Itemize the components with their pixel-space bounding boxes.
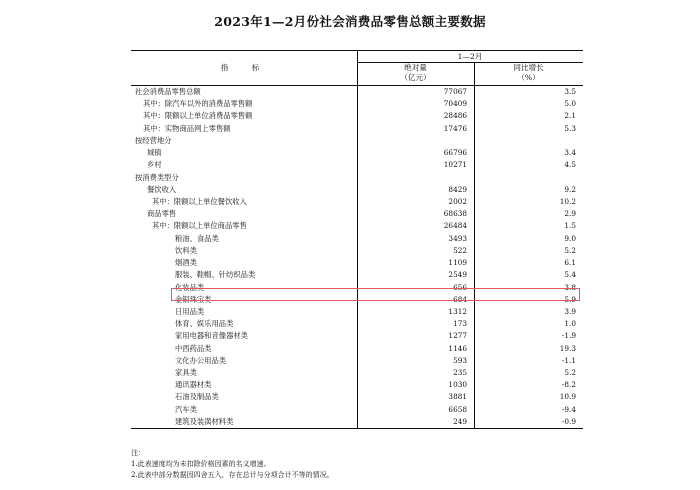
row-label: 城镇 xyxy=(147,148,162,158)
row-label: 化妆品类 xyxy=(175,282,205,292)
row-growth-rate: 1.0 xyxy=(564,319,576,329)
table-row xyxy=(131,184,583,196)
row-label: 烟酒类 xyxy=(175,258,197,268)
row-growth-rate: 5.3 xyxy=(564,123,576,133)
row-label: 其中：除汽车以外的消费品零售额 xyxy=(143,99,253,109)
page-title: 2023年1—2月份社会消费品零售总额主要数据 xyxy=(214,14,486,29)
indicator-header: 指 标 xyxy=(220,63,268,72)
row-absolute-value: 2549 xyxy=(448,270,467,280)
row-label: 餐饮收入 xyxy=(147,184,177,194)
row-absolute-value: 3881 xyxy=(448,392,467,402)
table-row xyxy=(131,159,583,171)
row-growth-rate: 10.9 xyxy=(559,392,576,402)
row-absolute-value: 26484 xyxy=(443,221,467,231)
table-row xyxy=(131,233,583,245)
table-row xyxy=(131,86,583,98)
row-growth-rate: 3.5 xyxy=(564,87,576,96)
notes-heading: 注： xyxy=(131,449,145,457)
row-absolute-value: 28486 xyxy=(443,111,467,121)
row-label: 乡村 xyxy=(147,160,162,170)
table-body xyxy=(131,86,583,428)
row-label: 按经营地分 xyxy=(135,135,172,145)
row-growth-rate: 5.2 xyxy=(564,245,576,255)
table-row xyxy=(131,318,583,330)
row-growth-rate: 5.4 xyxy=(564,270,576,280)
table-row xyxy=(131,196,583,208)
table-row xyxy=(131,172,583,184)
row-growth-rate: -9.4 xyxy=(561,404,576,414)
row-absolute-value: 10271 xyxy=(443,160,467,170)
row-growth-rate: 2.9 xyxy=(564,209,576,219)
retail-sales-table xyxy=(131,50,583,429)
row-growth-rate: 10.2 xyxy=(559,196,576,206)
row-label: 其中：限额以上单位餐饮收入 xyxy=(152,196,247,206)
row-growth-rate: -0.9 xyxy=(561,416,576,426)
row-label: 商品零售 xyxy=(147,209,177,219)
row-growth-rate: -1.9 xyxy=(561,331,576,341)
row-growth-rate: 3.8 xyxy=(564,282,576,292)
absolute-value-header: 绝对量 （亿元） xyxy=(400,63,431,82)
row-absolute-value: 522 xyxy=(453,245,467,255)
row-label: 通讯器材类 xyxy=(175,380,212,390)
row-growth-rate: -1.1 xyxy=(561,355,576,365)
table-row xyxy=(131,245,583,257)
row-label: 其中：限额以上单位商品零售 xyxy=(152,221,247,231)
row-absolute-value: 1030 xyxy=(448,380,467,390)
table-notes xyxy=(131,448,334,481)
row-label: 粮油、食品类 xyxy=(175,233,219,243)
highlight-box-cosmetics xyxy=(171,288,580,301)
table-row xyxy=(131,391,583,403)
row-growth-rate: 6.1 xyxy=(564,258,576,268)
row-label: 建筑及装潢材料类 xyxy=(175,416,234,426)
row-label: 社会消费品零售总额 xyxy=(135,87,201,96)
table-row xyxy=(131,110,583,122)
row-absolute-value: 6658 xyxy=(448,404,467,414)
row-growth-rate: 19.3 xyxy=(559,343,576,353)
row-growth-rate: 1.5 xyxy=(564,221,576,231)
row-growth-rate: 5.0 xyxy=(564,99,576,109)
row-growth-rate: 5.2 xyxy=(564,368,576,378)
row-label: 饮料类 xyxy=(175,245,197,255)
row-growth-rate: 3.4 xyxy=(564,148,576,158)
row-label: 家具类 xyxy=(175,368,197,378)
row-absolute-value: 1146 xyxy=(448,343,467,353)
row-growth-rate: 3.9 xyxy=(564,306,576,316)
table-row xyxy=(131,379,583,391)
row-absolute-value: 68638 xyxy=(443,209,467,219)
table-row xyxy=(131,135,583,147)
row-label: 家用电器和音像器材类 xyxy=(175,331,248,341)
row-growth-rate: 9.0 xyxy=(564,233,576,243)
row-absolute-value: 684 xyxy=(453,294,467,304)
row-growth-rate: 2.1 xyxy=(564,111,576,121)
table-row xyxy=(131,257,583,269)
row-growth-rate: 4.5 xyxy=(564,160,576,170)
row-absolute-value: 173 xyxy=(453,319,467,329)
table-row xyxy=(131,306,583,318)
row-absolute-value: 3493 xyxy=(448,233,467,243)
row-absolute-value: 593 xyxy=(453,355,467,365)
row-growth-rate: 5.9 xyxy=(564,294,576,304)
row-absolute-value: 2002 xyxy=(448,196,467,206)
note-1: 1.此表速度均为未扣除价格因素的名义增速。 xyxy=(131,460,271,468)
row-absolute-value: 1277 xyxy=(448,331,467,341)
row-label: 体育、娱乐用品类 xyxy=(175,319,234,329)
note-2: 2.此表中部分数据因四舍五入，存在总计与分项合计不等的情况。 xyxy=(131,471,334,479)
table-row xyxy=(131,367,583,379)
table-row xyxy=(131,98,583,110)
row-label: 服装、鞋帽、针纺织品类 xyxy=(175,270,256,280)
row-label: 其中：实物商品网上零售额 xyxy=(143,123,231,133)
row-absolute-value: 8429 xyxy=(448,184,467,194)
row-absolute-value: 77067 xyxy=(443,87,467,96)
row-label: 文化办公用品类 xyxy=(175,355,227,365)
row-absolute-value: 249 xyxy=(453,416,467,426)
row-absolute-value: 656 xyxy=(453,282,467,292)
row-absolute-value: 1109 xyxy=(448,258,467,268)
table-row xyxy=(131,123,583,135)
table-row xyxy=(131,343,583,355)
table-row xyxy=(131,220,583,232)
row-label: 金银珠宝类 xyxy=(175,294,212,304)
table-row xyxy=(131,355,583,367)
row-absolute-value: 70409 xyxy=(443,99,467,109)
table-row xyxy=(131,416,583,428)
table-header xyxy=(131,51,583,86)
row-absolute-value: 235 xyxy=(453,368,467,378)
row-absolute-value: 17476 xyxy=(443,123,467,133)
table-row xyxy=(131,269,583,281)
row-label: 汽车类 xyxy=(175,404,197,414)
row-label: 按消费类型分 xyxy=(135,172,179,182)
table-row xyxy=(131,404,583,416)
row-growth-rate: -8.2 xyxy=(561,380,576,390)
row-absolute-value: 66796 xyxy=(443,148,467,158)
table-row xyxy=(131,330,583,342)
row-label: 日用品类 xyxy=(175,306,205,316)
table-row xyxy=(131,147,583,159)
row-growth-rate: 9.2 xyxy=(564,184,576,194)
table-row xyxy=(131,208,583,220)
period-header: 1—2月 xyxy=(357,51,583,63)
row-label: 石油及制品类 xyxy=(175,392,219,402)
row-label: 中西药品类 xyxy=(175,343,212,353)
growth-rate-header: 同比增长 （%） xyxy=(513,63,544,82)
row-label: 其中：限额以上单位消费品零售额 xyxy=(143,111,253,121)
row-absolute-value: 1312 xyxy=(448,306,467,316)
